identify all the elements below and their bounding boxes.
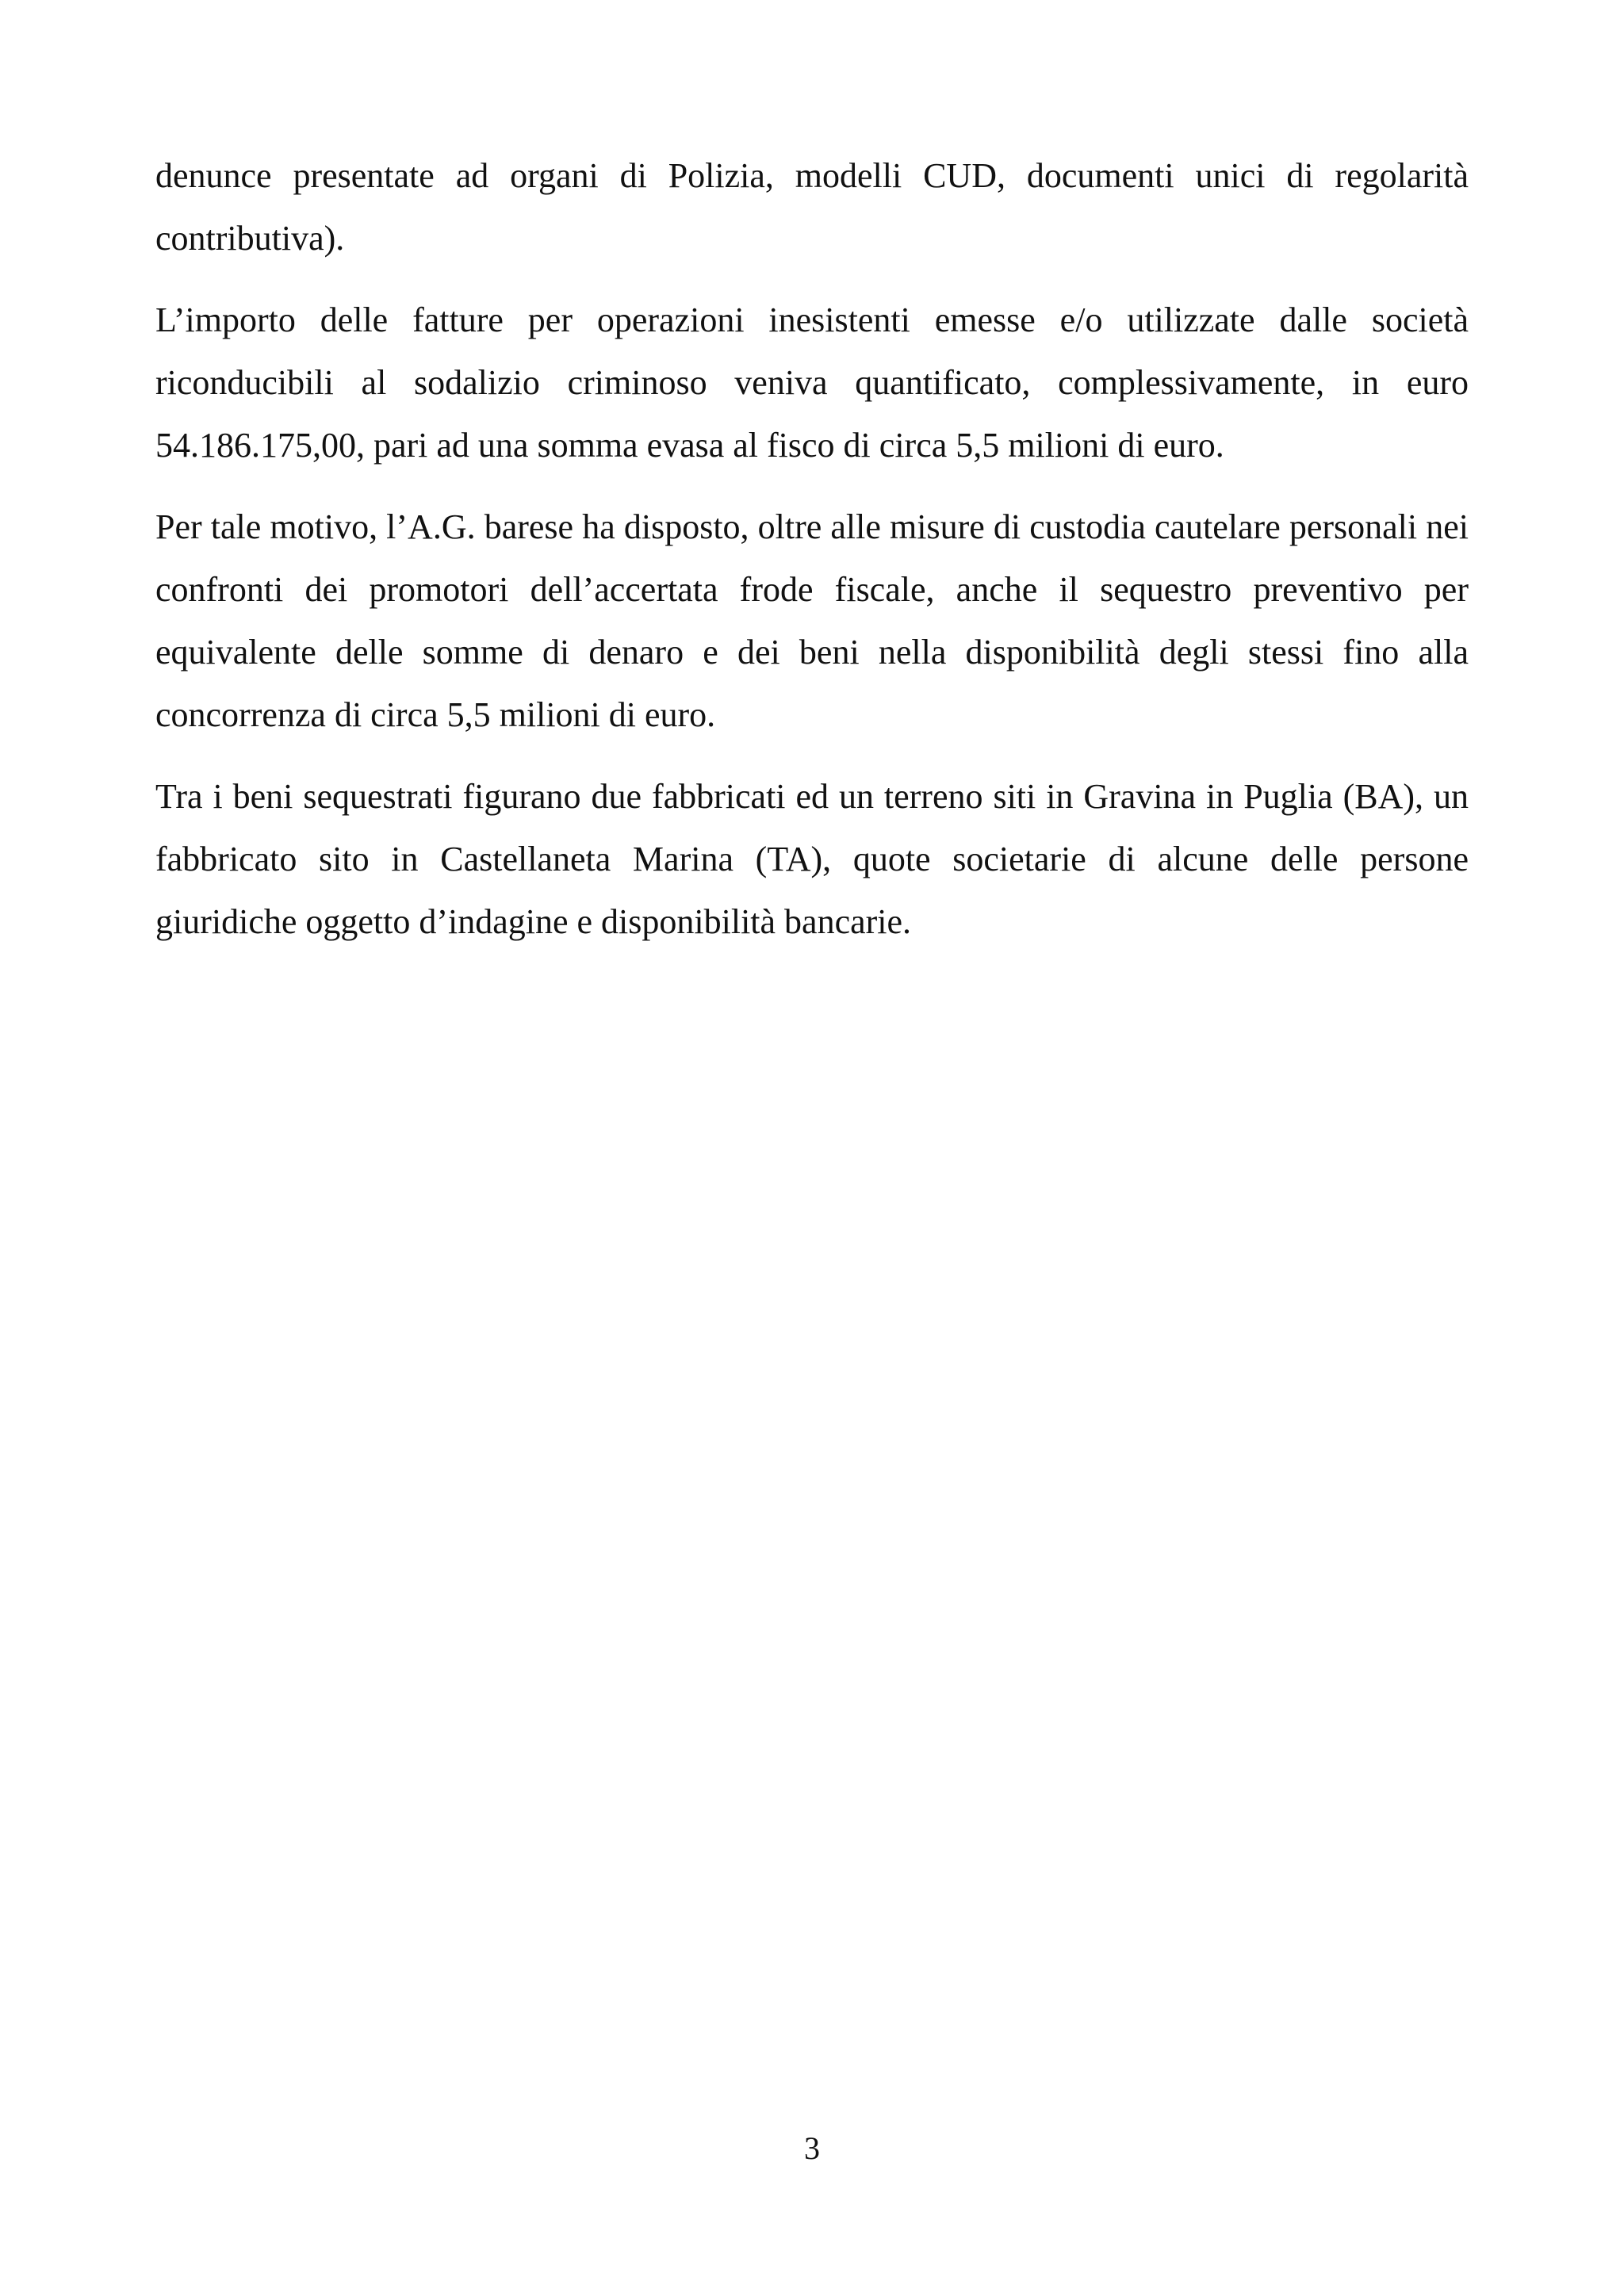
body-text bbox=[155, 144, 1469, 972]
paragraph-2: L’importo delle fatture per operazioni inesistenti emesse e/o utilizzate dalle società riconducibili al sodalizio criminoso veniva quantificato, complessivamente, in euro 54.186.175,00, pari ad una somma evasa al fisco di circa 5,5 milioni di euro. bbox=[155, 300, 1469, 465]
paragraph-3: Per tale motivo, l’A.G. barese ha disposto, oltre alle misure di custodia cautelare personali nei confronti dei promotori dell’accertata frode fiscale, anche il sequestro preventivo per equivalente delle somme di denaro e dei beni nella disponibilità degli stessi fino alla concorrenza di circa 5,5 milioni di euro. bbox=[155, 507, 1469, 734]
paragraph-4: Tra i beni sequestrati figurano due fabbricati ed un terreno siti in Gravina in Puglia (BA), un fabbricato sito in Castellaneta Marina (TA), quote societarie di alcune delle persone giuridiche oggetto d’indagine e disponibilità bancarie. bbox=[155, 777, 1469, 941]
page-number: 3 bbox=[804, 2130, 820, 2166]
paragraph-1: denunce presentate ad organi di Polizia, modelli CUD, documenti unici di regolarità contributiva). bbox=[155, 156, 1469, 258]
